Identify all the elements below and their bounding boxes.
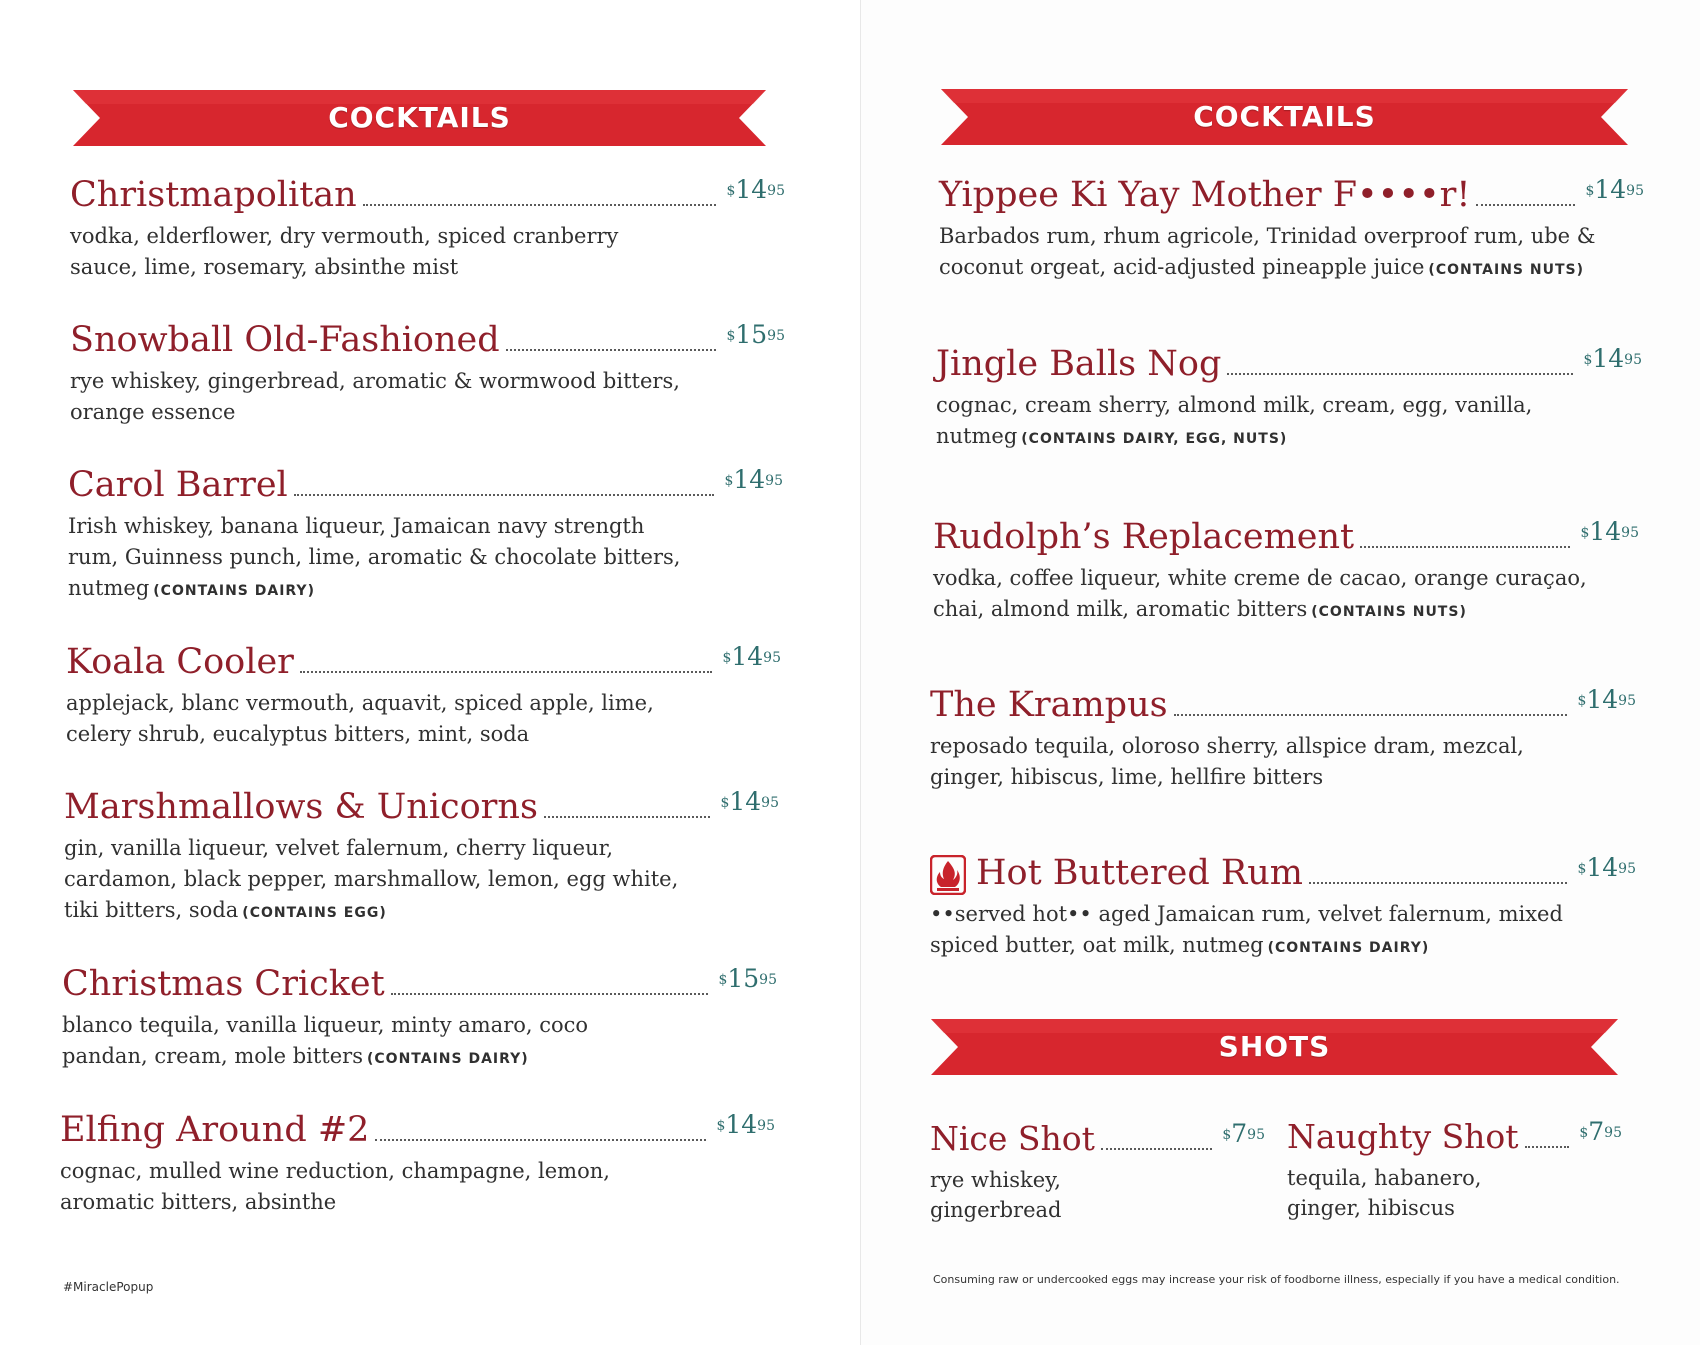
item-description: cognac, cream sherry, almond milk, cream, egg, vanilla, nutmeg — [936, 393, 1533, 448]
item-name: Christmapolitan — [70, 175, 357, 215]
item-price: $^{\$}14^{95}$ — [1585, 175, 1644, 204]
menu-item — [930, 683, 1636, 796]
menu-item — [70, 318, 785, 431]
leader-dots — [300, 671, 713, 673]
item-description: rye whiskey, gingerbread, aromatic & wormwood bitters, orange essence — [70, 369, 680, 424]
menu-item — [936, 342, 1642, 455]
item-description: cognac, mulled wine reduction, champagne, lemon, aromatic bitters, absinthe — [60, 1159, 610, 1214]
item-name: Carol Barrel — [68, 465, 288, 505]
item-description: Barbados rum, rhum agricole, Trinidad overproof rum, ube & coconut orgeat, acid-adjusted pineapple juice — [939, 224, 1596, 279]
item-price: $^{\$}14^{95}$ — [1577, 853, 1636, 882]
menu-item — [62, 962, 777, 1075]
menu-item — [66, 640, 781, 753]
item-description: reposado tequila, oloroso sherry, allspice dram, mezcal, ginger, hibiscus, lime, hellfire bitters — [930, 734, 1524, 789]
item-name: Elfing Around #2 — [60, 1110, 370, 1150]
leader-dots — [1227, 373, 1573, 375]
item-description: applejack, blanc vermouth, aquavit, spiced apple, lime, celery shrub, eucalyptus bitters, mint, soda — [66, 691, 654, 746]
menu-item — [933, 515, 1639, 628]
cocktails-banner-left — [73, 90, 766, 146]
item-price: $^{\$}15^{95}$ — [726, 320, 785, 349]
item-price: $^{\$}14^{95}$ — [1577, 685, 1636, 714]
item-note: (CONTAINS DAIRY) — [367, 1051, 529, 1067]
menu-item — [64, 785, 779, 929]
item-name: Marshmallows & Unicorns — [64, 787, 538, 827]
item-description: rye whiskey, gingerbread — [930, 1168, 1062, 1222]
item-description: Irish whiskey, banana liqueur, Jamaican navy strength rum, Guinness punch, lime, aromatic & chocolate bitters, nutmeg — [68, 514, 681, 600]
leader-dots — [1525, 1146, 1570, 1148]
shots-banner — [931, 1019, 1618, 1075]
item-note: (CONTAINS NUTS) — [1311, 604, 1467, 620]
raw-egg-warning: Consuming raw or undercooked eggs may increase your risk of foodborne illness, especially if you have a medical condition. — [933, 1273, 1620, 1286]
leader-dots — [544, 816, 711, 818]
item-description: vodka, elderflower, dry vermouth, spiced cranberry sauce, lime, rosemary, absinthe mist — [70, 224, 619, 279]
hashtag-footer: #MiraclePopup — [63, 1280, 154, 1294]
item-description: vodka, coffee liqueur, white creme de cacao, orange curaçao, chai, almond milk, aromatic bitters — [933, 566, 1587, 621]
banner-title: SHOTS — [1218, 1030, 1331, 1063]
menu-item — [70, 173, 785, 286]
cocktails-banner-right — [941, 89, 1628, 145]
item-price: $^{\$}14^{95}$ — [1580, 517, 1639, 546]
menu-item — [930, 851, 1636, 964]
leader-dots — [1101, 1148, 1212, 1150]
shot-item — [1287, 1115, 1622, 1223]
leader-dots — [375, 1139, 706, 1141]
item-price: $^{\$}14^{95}$ — [1583, 344, 1642, 373]
item-name: The Krampus — [930, 685, 1168, 725]
item-description: ••served hot•• aged Jamaican rum, velvet falernum, mixed spiced butter, oat milk, nutmeg — [930, 902, 1563, 957]
leader-dots — [1476, 204, 1575, 206]
item-name: Koala Cooler — [66, 642, 294, 682]
leader-dots — [1174, 714, 1568, 716]
item-note: (CONTAINS NUTS) — [1428, 262, 1585, 278]
item-price: $^{\$}15^{95}$ — [718, 964, 777, 993]
item-note: (CONTAINS DAIRY) — [153, 583, 315, 599]
shot-item — [930, 1117, 1265, 1225]
menu-item — [68, 463, 783, 607]
item-price: $^{\$}14^{95}$ — [726, 175, 785, 204]
banner-title: COCKTAILS — [1193, 100, 1376, 133]
leader-dots — [1360, 546, 1570, 548]
leader-dots — [506, 349, 717, 351]
item-description: gin, vanilla liqueur, velvet falernum, cherry liqueur, cardamon, black pepper, marshmallow, lemon, egg white, tiki bitters, soda — [64, 836, 679, 922]
leader-dots — [391, 993, 709, 995]
item-name: Hot Buttered Rum — [976, 853, 1303, 893]
item-name: Yippee Ki Yay Mother F••••r! — [939, 175, 1471, 215]
leader-dots — [1309, 882, 1567, 884]
item-description: tequila, habanero, ginger, hibiscus — [1287, 1166, 1482, 1220]
item-name: Jingle Balls Nog — [936, 344, 1222, 384]
item-price: $^{\$}14^{95}$ — [722, 642, 781, 671]
item-price: $^{\$}14^{95}$ — [716, 1110, 775, 1139]
item-note: (CONTAINS EGG) — [242, 905, 387, 921]
item-name: Rudolph’s Replacement — [933, 517, 1355, 557]
item-description: blanco tequila, vanilla liqueur, minty amaro, coco pandan, cream, mole bitters — [62, 1013, 589, 1068]
banner-title: COCKTAILS — [328, 101, 511, 134]
menu-item — [939, 173, 1644, 286]
item-note: (CONTAINS DAIRY) — [1267, 940, 1430, 956]
item-price: $^{\$}14^{95}$ — [720, 787, 779, 816]
item-name: Christmas Cricket — [62, 964, 385, 1004]
item-name: Snowball Old-Fashioned — [70, 320, 500, 360]
leader-dots — [294, 494, 715, 496]
item-price: $^{\$}14^{95}$ — [724, 465, 783, 494]
hot-flame-icon — [930, 855, 966, 895]
item-note: (CONTAINS DAIRY, EGG, NUTS) — [1021, 431, 1288, 447]
menu-item — [60, 1108, 775, 1221]
leader-dots — [363, 204, 717, 206]
item-price: $^{\$}7^{95}$ — [1222, 1119, 1265, 1148]
item-name: Nice Shot — [930, 1119, 1095, 1158]
item-price: $^{\$}7^{95}$ — [1579, 1117, 1622, 1146]
item-name: Naughty Shot — [1287, 1117, 1519, 1156]
